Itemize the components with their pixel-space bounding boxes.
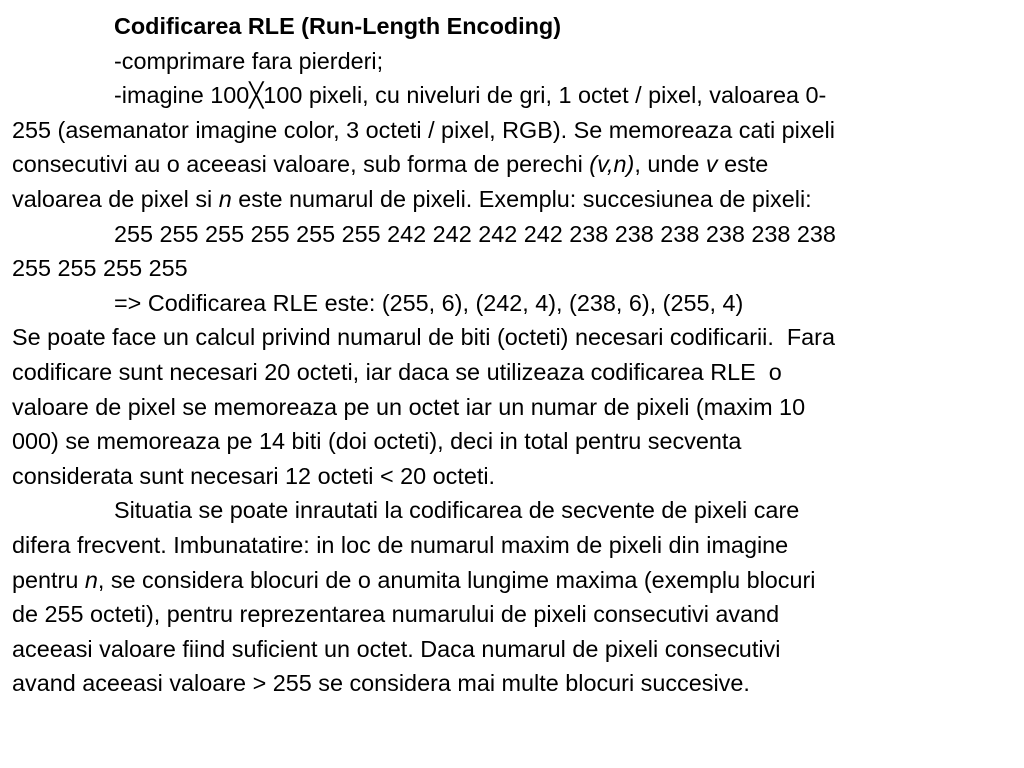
text-span: este	[717, 151, 769, 178]
text-line	[12, 147, 1012, 182]
slide-title: Codificarea RLE (Run-Length Encoding)	[114, 13, 562, 39]
text-line	[12, 563, 1012, 598]
text-line: codificare sunt necesari 20 octeti, iar daca se utilizeaza codificarea RLE o	[12, 358, 782, 385]
text-span: , unde	[634, 151, 706, 178]
text-line: Situatia se poate inrautati la codificarea de secvente de pixeli care	[114, 497, 800, 524]
text-line	[12, 182, 1012, 217]
text-line: difera frecvent. Imbunatatire: in loc de numarul maxim de pixeli din imagine	[12, 531, 789, 558]
text-line: avand aceeasi valoare > 255 se considera mai multe blocuri succesive.	[12, 670, 750, 697]
text-span: este numarul de pixeli. Exemplu: succesiunea de pixeli:	[231, 185, 812, 212]
slide-content	[12, 9, 1012, 701]
text-line: 255 (asemanator imagine color, 3 octeti / pixel, RGB). Se memoreaza cati pixeli	[12, 116, 835, 143]
text-line: aceeasi valoare fiind suficient un octet. Daca numarul de pixeli consecutivi	[12, 635, 781, 662]
italic-span: n	[84, 566, 98, 593]
text-line: valoare de pixel se memoreaza pe un octet iar un numar de pixeli (maxim 10	[12, 393, 806, 420]
text-line: de 255 octeti), pentru reprezentarea numarului de pixeli consecutivi avand	[12, 601, 780, 628]
pixel-sequence-line: 255 255 255 255 255 255 242 242 242 242 238 238 238 238 238 238	[114, 220, 836, 247]
text-span: consecutivi au o aceeasi valoare, sub forma de perechi	[12, 151, 590, 178]
rle-result-line: => Codificarea RLE este: (255, 6), (242, 4), (238, 6), (255, 4)	[114, 289, 744, 316]
text-span: , se considera blocuri de o anumita lungime maxima (exemplu blocuri	[97, 566, 816, 593]
text-line: -imagine 100╳100 pixeli, cu niveluri de gri, 1 octet / pixel, valoarea 0-	[114, 82, 827, 109]
pixel-sequence-line: 255 255 255 255	[12, 255, 188, 282]
text-span: pentru	[12, 566, 85, 593]
italic-span: v	[705, 151, 718, 178]
text-line: 000) se memoreaza pe 14 biti (doi octeti), deci in total pentru secventa	[12, 428, 742, 455]
text-line: -comprimare fara pierderi;	[114, 47, 384, 74]
text-line: Se poate face un calcul privind numarul de biti (octeti) necesari codificarii. Fara	[12, 324, 835, 351]
text-span: valoarea de pixel si	[12, 185, 219, 212]
italic-span: n	[218, 185, 232, 212]
italic-span: (v,n)	[589, 151, 635, 178]
text-line: considerata sunt necesari 12 octeti < 20 octeti.	[12, 462, 496, 489]
